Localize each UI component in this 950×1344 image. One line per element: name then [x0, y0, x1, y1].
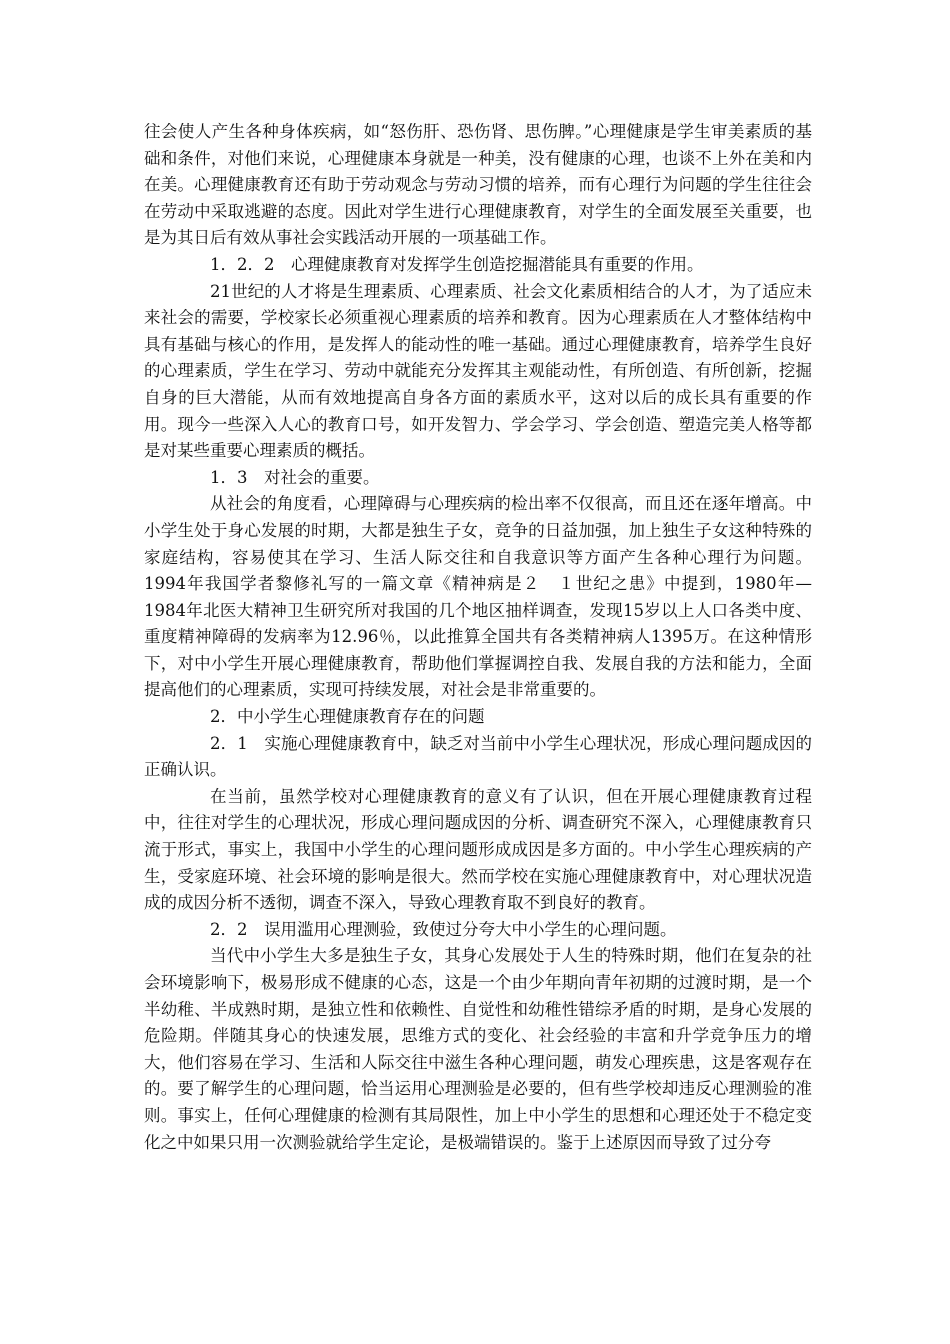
- section-heading-1-3: 1．3 对社会的重要。: [210, 467, 380, 487]
- document-body: [144, 119, 812, 1156]
- section-heading-2: 2．中小学生心理健康教育存在的问题: [210, 707, 485, 727]
- section-heading-2-2: 2．2 误用滥用心理测验，致使过分夸大中小学生的心理问题。: [210, 919, 677, 939]
- paragraph: 在当前，虽然学校对心理健康教育的意义有了认识，但在开展心理健康教育过程中，往往对学生的心理状况，形成心理问题成因的分析、调查研究不深入，心理健康教育只流于形式，事实上，我国中小学生的心理问题形成成因是多方面的。中小学生心理疾病的产生，受家庭环境、社会环境的影响是很大。然而学校在实施心理健康教育中，对心理状况造成的成因分析不透彻，调查不深入，导致心理教育取不到良好的教育。: [144, 786, 812, 913]
- paragraph-continuation: 往会使人产生各种身体疾病，如“怒伤肝、恐伤肾、思伤脾。”心理健康是学生审美素质的基础和条件，对他们来说，心理健康本身就是一种美，没有健康的心理，也谈不上外在美和内在美。心理健康教育还有助于劳动观念与劳动习惯的培养，而有心理行为问题的学生往往会在劳动中采取逃避的态度。因此对学生进行心理健康教育，对学生的全面发展至关重要，也是为其日后有效从事社会实践活动开展的一项基础工作。: [144, 122, 812, 248]
- paragraph: 当代中小学生大多是独生子女，其身心发展处于人生的特殊时期，他们在复杂的社会环境影响下，极易形成不健康的心态，这是一个由少年期向青年初期的过渡时期，是一个半幼稚、半成熟时期，是独立性和依赖性、自觉性和幼稚性错综矛盾的时期，是身心发展的危险期。伴随其身心的快速发展，思维方式的变化、社会经验的丰富和升学竞争压力的增大，他们容易在学习、生活和人际交往中滋生各种心理问题，萌发心理疾患，这是客观存在的。要了解学生的心理问题，恰当运用心理测验是必要的，但有些学校却违反心理测验的准则。事实上，任何心理健康的检测有其局限性，加上中小学生的思想和心理还处于不稳定变化之中如果只用一次测验就给学生定论，是极端错误的。鉴于上述原因而导致了过分夸: [144, 946, 812, 1152]
- paragraph: 21世纪的人才将是生理素质、心理素质、社会文化素质相结合的人才，为了适应未来社会的需要，学校家长必须重视心理素质的培养和教育。因为心理素质在人才整体结构中具有基础与核心的作用，是发挥人的能动性的唯一基础。通过心理健康教育，培养学生良好的心理素质，学生在学习、劳动中就能充分发挥其主观能动性，有所创造、有所创新，挖掘自身的巨大潜能，从而有效地提高自身各方面的素质水平，这对以后的成长具有重要的作用。现今一些深入人心的教育口号，如开发智力、学会学习、学会创造、塑造完美人格等都是对某些重要心理素质的概括。: [144, 281, 812, 461]
- section-heading-1-2-2: 1．2．2 心理健康教育对发挥学生创造挖掘潜能具有重要的作用。: [210, 254, 704, 274]
- section-heading-2-1: 2．1 实施心理健康教育中，缺乏对当前中小学生心理状况，形成心理问题成因的正确认识。: [144, 733, 812, 780]
- paragraph: 从社会的角度看，心理障碍与心理疾病的检出率不仅很高，而且还在逐年增高。中小学生处于身心发展的时期，大都是独生子女，竞争的日益加强，加上独生子女这种特殊的家庭结构，容易使其在学习、生活人际交往和自我意识等方面产生各种心理行为问题。1994年我国学者黎修礼写的一篇文章《精神病是２ １世纪之患》中提到，1980年—1984年北医大精神卫生研究所对我国的几个地区抽样调查，发现15岁以上人口各类中度、重度精神障碍的发病率为12.96％，以此推算全国共有各类精神病人1395万。在这种情形下，对中小学生开展心理健康教育，帮助他们掌握调控自我、发展自我的方法和能力，全面提高他们的心理素质，实现可持续发展，对社会是非常重要的。: [144, 494, 812, 700]
